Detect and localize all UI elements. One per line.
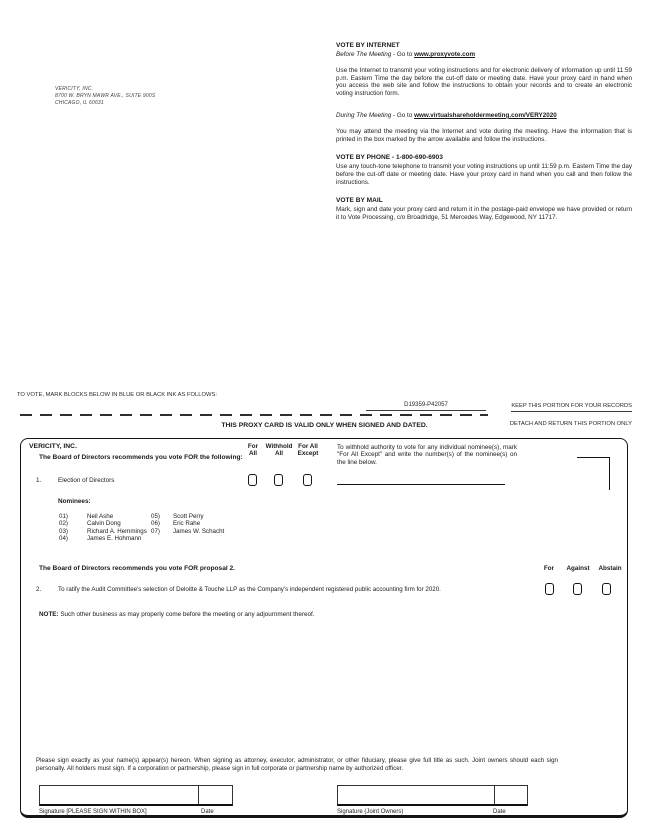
during-the-meeting-label: During The Meeting: [336, 111, 392, 119]
note-label: NOTE:: [39, 611, 59, 618]
vote-by-mail-heading: VOTE BY MAIL: [336, 197, 383, 205]
checkbox-withhold-all[interactable]: [274, 474, 283, 486]
nominee-row: [59, 535, 329, 542]
signature-box-primary[interactable]: [39, 785, 233, 806]
header-line: Except: [297, 450, 319, 457]
proposal-1-number: 1.: [36, 477, 42, 484]
signature-date-divider: [494, 786, 495, 804]
withhold-instruction-note: To withhold authority to vote for any individual nominee(s), mark "For All Except" and write the number(s) of the nominee(s) on the line below.: [337, 444, 517, 466]
column-header-for-all-except: [290, 443, 326, 457]
proposal-2-text: To ratify the Audit Committee's selection of Deloitte & Touche LLP as the Company's independent registered public accounting firm for 2020.: [58, 586, 441, 593]
nominee-number: 06): [151, 520, 160, 528]
nominee-name: James W. Schacht: [173, 527, 225, 535]
phone-instructions-paragraph: Use any touch-tone telephone to transmit your voting instructions up until 11:59 p.m. Eastern Time the day before the cut-off date or meeting date. Have your proxy card in hand when you call and then follow the instructions.: [336, 163, 632, 186]
proposal-1-text: Election of Directors: [58, 477, 115, 484]
nominee-name: James E. Hohmann: [87, 535, 142, 543]
nominee-number: 07): [151, 527, 160, 535]
date-primary-label: Date: [201, 809, 214, 815]
vote-by-phone-heading: VOTE BY PHONE - 1-800-690-6903: [336, 154, 443, 162]
company-address-line: VERICITY, INC.: [55, 86, 94, 92]
signature-box-joint[interactable]: [337, 785, 528, 806]
nominee-number: 01): [59, 513, 68, 520]
mail-instructions-paragraph: Mark, sign and date your proxy card and return it in the postage-paid envelope we have provided or return it to Vote Processing, c/o Broadridge, 51 Mercedes Way, Edgewood, NY 11717.: [336, 206, 632, 222]
perforation-dashed-line: [20, 414, 488, 416]
board-recommendation-1: The Board of Directors recommends you vote FOR the following:: [39, 454, 243, 461]
nominee-number: 02): [59, 520, 68, 528]
before-the-meeting-label: Before The Meeting: [336, 51, 392, 58]
exception-write-in-line[interactable]: [337, 473, 505, 485]
header-line: All: [274, 450, 284, 457]
header-line: For: [247, 443, 259, 450]
note-text: Such other business as may properly come before the meeting or any adjournment thereof.: [58, 611, 315, 618]
checkbox-for-all[interactable]: [248, 474, 257, 486]
nominee-name: Richard A. Hemmings: [87, 527, 147, 535]
corner-mark: [577, 457, 610, 490]
nominee-row: [59, 528, 329, 535]
header-line: For All: [298, 443, 318, 450]
company-address-line: CHICAGO, IL 60631: [55, 100, 104, 106]
proxyvote-link[interactable]: www.proxyvote.com: [414, 51, 476, 58]
nominee-name: Neil Ashe: [87, 513, 114, 520]
date-joint-label: Date: [493, 809, 506, 815]
card-company-name: VERICITY, INC.: [29, 443, 77, 450]
header-line: Withhold: [265, 443, 293, 450]
nominee-number: 04): [59, 535, 68, 543]
nominee-number: 03): [59, 527, 68, 535]
checkbox-for-all-except[interactable]: [303, 474, 312, 486]
signature-primary-label: Signature [PLEASE SIGN WITHIN BOX]: [39, 809, 147, 815]
meeting-attendance-paragraph: You may attend the meeting via the Internet and vote during the meeting. Have the information that is printed in the box marked by the arrow available and follow the instructions.: [336, 127, 632, 143]
keep-portion-note: KEEP THIS PORTION FOR YOUR RECORDS: [511, 403, 632, 412]
column-header-abstain: Abstain: [598, 565, 622, 572]
proxy-card: [20, 438, 628, 818]
nominees-list: [59, 513, 329, 543]
company-address: [55, 86, 155, 107]
checkbox-against[interactable]: [573, 583, 582, 595]
virtual-meeting-link[interactable]: www.virtualshareholdermeeting.com/VERY2020: [414, 111, 557, 119]
go-to-text: - Go to: [391, 51, 415, 58]
during-the-meeting-line: [336, 112, 632, 120]
before-the-meeting-line: [336, 51, 632, 59]
column-header-for: For: [543, 565, 555, 572]
card-valid-note: THIS PROXY CARD IS VALID ONLY WHEN SIGNED AND DATED.: [221, 422, 428, 429]
signing-instructions: Please sign exactly as your name(s) appear(s) hereon. When signing as attorney, executor, administrator, or other fiduciary, please give full title as such. Joint owners should each sign personally. All holders must sign. If a corporation or partnership, please sign in full corporate or partnership name by authorized officer.: [36, 757, 558, 772]
signature-date-divider: [198, 786, 199, 804]
nominee-name: Eric Rahe: [173, 520, 201, 528]
board-recommendation-2: The Board of Directors recommends you vote FOR proposal 2.: [39, 565, 236, 572]
column-header-against: Against: [566, 565, 590, 572]
nominee-row: [59, 520, 329, 527]
nominee-row: [59, 513, 329, 520]
nominee-name: Calvin Dong: [87, 520, 121, 528]
control-number: D19359-P42057: [366, 402, 486, 411]
detach-portion-note: DETACH AND RETURN THIS PORTION ONLY: [509, 421, 632, 427]
nominee-name: Scott Perry: [173, 513, 204, 520]
internet-instructions-paragraph: Use the Internet to transmit your voting instructions and for electronic delivery of information up until 11:59 p.m. Eastern Time the day before the cut-off date or meeting date. Have your proxy card in hand when you access the web site and follow the instructions to obtain your records and to create an electronic voting instruction form.: [336, 67, 632, 98]
mark-blocks-instruction: TO VOTE, MARK BLOCKS BELOW IN BLUE OR BLACK INK AS FOLLOWS:: [17, 392, 217, 398]
header-line: All: [248, 450, 258, 457]
nominee-number: 05): [151, 513, 160, 520]
nominees-label: Nominees:: [58, 498, 91, 505]
signature-joint-label: Signature (Joint Owners): [337, 809, 404, 815]
other-business-note: [39, 611, 599, 618]
go-to-text: - Go to: [391, 111, 415, 119]
vote-instructions-column: [336, 42, 632, 222]
checkbox-for[interactable]: [545, 583, 554, 595]
vote-by-internet-heading: VOTE BY INTERNET: [336, 42, 400, 49]
company-address-line: 8700 W. BRYN MAWR AVE., SUITE 900S: [55, 93, 156, 99]
proposal-2-number: 2.: [36, 586, 42, 593]
checkbox-abstain[interactable]: [602, 583, 611, 595]
